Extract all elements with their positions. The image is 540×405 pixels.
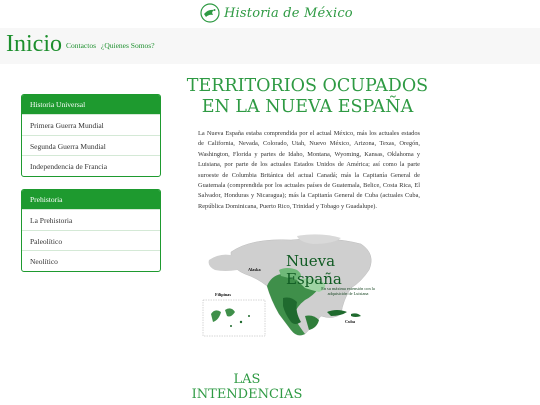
menu-header[interactable]: Prehistoria (22, 190, 160, 209)
map-note: En su máxima extensión con la adquisición de Luisiana (321, 286, 375, 296)
map-label-filipinas: Filipinas (215, 292, 232, 297)
territories-paragraph: La Nueva España estaba comprendida por el actual México, más los actuales estados de California, Nevada, Colorado, Utah, Nuevo México, Arizona, Texas, Oregón, Washington, Florida y partes de Idaho, Montana, Wyoming, Kansas, Oklahoma y Luisiana, por parte de los actuales Estados Unidos de América; así como la parte suroeste de Columbia Británica del actual Canadá; más la Capitanía General de Guatemala (comprendida por los actuales países de Guatemala, Belice, Costa Rica, El Salvador, Honduras y Nicaragua); más la Capitanía General de Cuba (actuales Cuba, República Dominicana, Puerto Rico, Trinidad y Tobago y Guadalupe). (198, 130, 420, 210)
page-title (185, 76, 430, 118)
menu-item[interactable]: Independencia de Francia (22, 155, 160, 176)
nav-link-contactos[interactable]: Contactos (66, 41, 96, 50)
menu-header[interactable]: Historia Universal (22, 95, 160, 114)
menu-item[interactable]: Segunda Guerra Mundial (22, 135, 160, 156)
page-title-line: EN LA NUEVA ESPAÑA (201, 97, 414, 117)
section-title-intendencias: LAS INTENDENCIAS (191, 372, 303, 402)
sidebar-menu-prehistoria (21, 189, 161, 272)
eagle-logo-icon (200, 3, 220, 23)
page-title-line: TERRITORIOS OCUPADOS (186, 76, 429, 96)
sidebar-menu-historia-universal (21, 94, 161, 177)
brand-name: Historia de México (224, 5, 353, 21)
map-label-alaska: Alaska (248, 267, 261, 272)
menu-item[interactable]: Neolítico (22, 250, 160, 271)
new-spain-map (201, 230, 389, 342)
menu-item[interactable]: La Prehistoria (22, 209, 160, 230)
map-title: Nueva España (286, 252, 342, 288)
navbar (0, 28, 540, 64)
nav-link-quienes-somos[interactable]: ¿Quienes Somos? (101, 41, 155, 50)
brand[interactable] (200, 2, 353, 24)
menu-item[interactable]: Paleolítico (22, 230, 160, 251)
map-label-cuba: Cuba (345, 319, 356, 324)
menu-item[interactable]: Primera Guerra Mundial (22, 114, 160, 135)
nav-home-link[interactable]: Inicio (6, 31, 62, 57)
top-bar (0, 0, 540, 26)
